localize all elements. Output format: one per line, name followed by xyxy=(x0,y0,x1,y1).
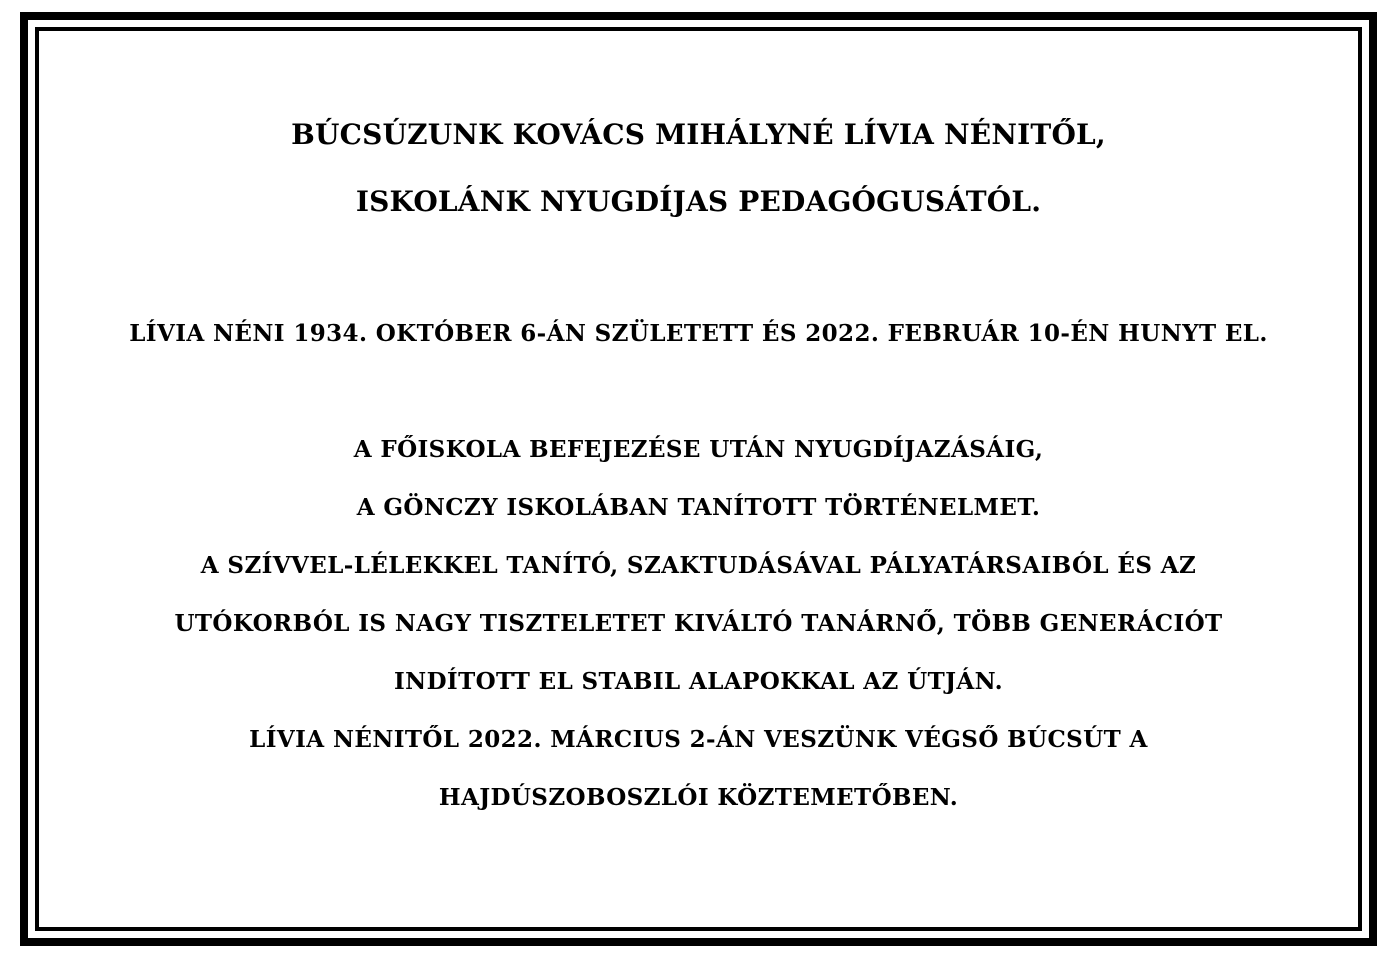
notice-body-line-5: INDÍTOTT EL STABIL ALAPOKKAL AZ ÚTJÁN. xyxy=(393,668,1004,695)
notice-body-line-1: A FŐISKOLA BEFEJEZÉSE UTÁN NYUGDÍJAZÁSÁIG, xyxy=(353,436,1044,463)
notice-heading-line-1: BÚCSÚZUNK KOVÁCS MIHÁLYNÉ LÍVIA NÉNITŐL, xyxy=(291,118,1106,151)
notice-heading-line-2: ISKOLÁNK NYUGDÍJAS PEDAGÓGUSÁTÓL. xyxy=(355,185,1042,218)
notice-body-line-4: UTÓKORBÓL IS NAGY TISZTELETET KIVÁLTÓ TANÁRNŐ, TÖBB GENERÁCIÓT xyxy=(174,610,1223,637)
mourning-frame-outer xyxy=(20,12,1377,946)
mourning-frame-inner xyxy=(35,27,1362,931)
notice-body-line-7: HAJDÚSZOBOSZLÓI KÖZTEMETŐBEN. xyxy=(438,784,959,811)
notice-body-line-2: A GÖNCZY ISKOLÁBAN TANÍTOTT TÖRTÉNELMET. xyxy=(356,494,1041,521)
notice-dates-line: LÍVIA NÉNI 1934. OKTÓBER 6-ÁN SZÜLETETT ÉS 2022. FEBRUÁR 10-ÉN HUNYT EL. xyxy=(129,320,1268,347)
notice-body-line-6: LÍVIA NÉNITŐL 2022. MÁRCIUS 2-ÁN VESZÜNK VÉGSŐ BÚCSÚT A xyxy=(249,726,1148,753)
notice-body-line-3: A SZÍVVEL-LÉLEKKEL TANÍTÓ, SZAKTUDÁSÁVAL PÁLYATÁRSAIBÓL ÉS AZ xyxy=(200,552,1197,579)
